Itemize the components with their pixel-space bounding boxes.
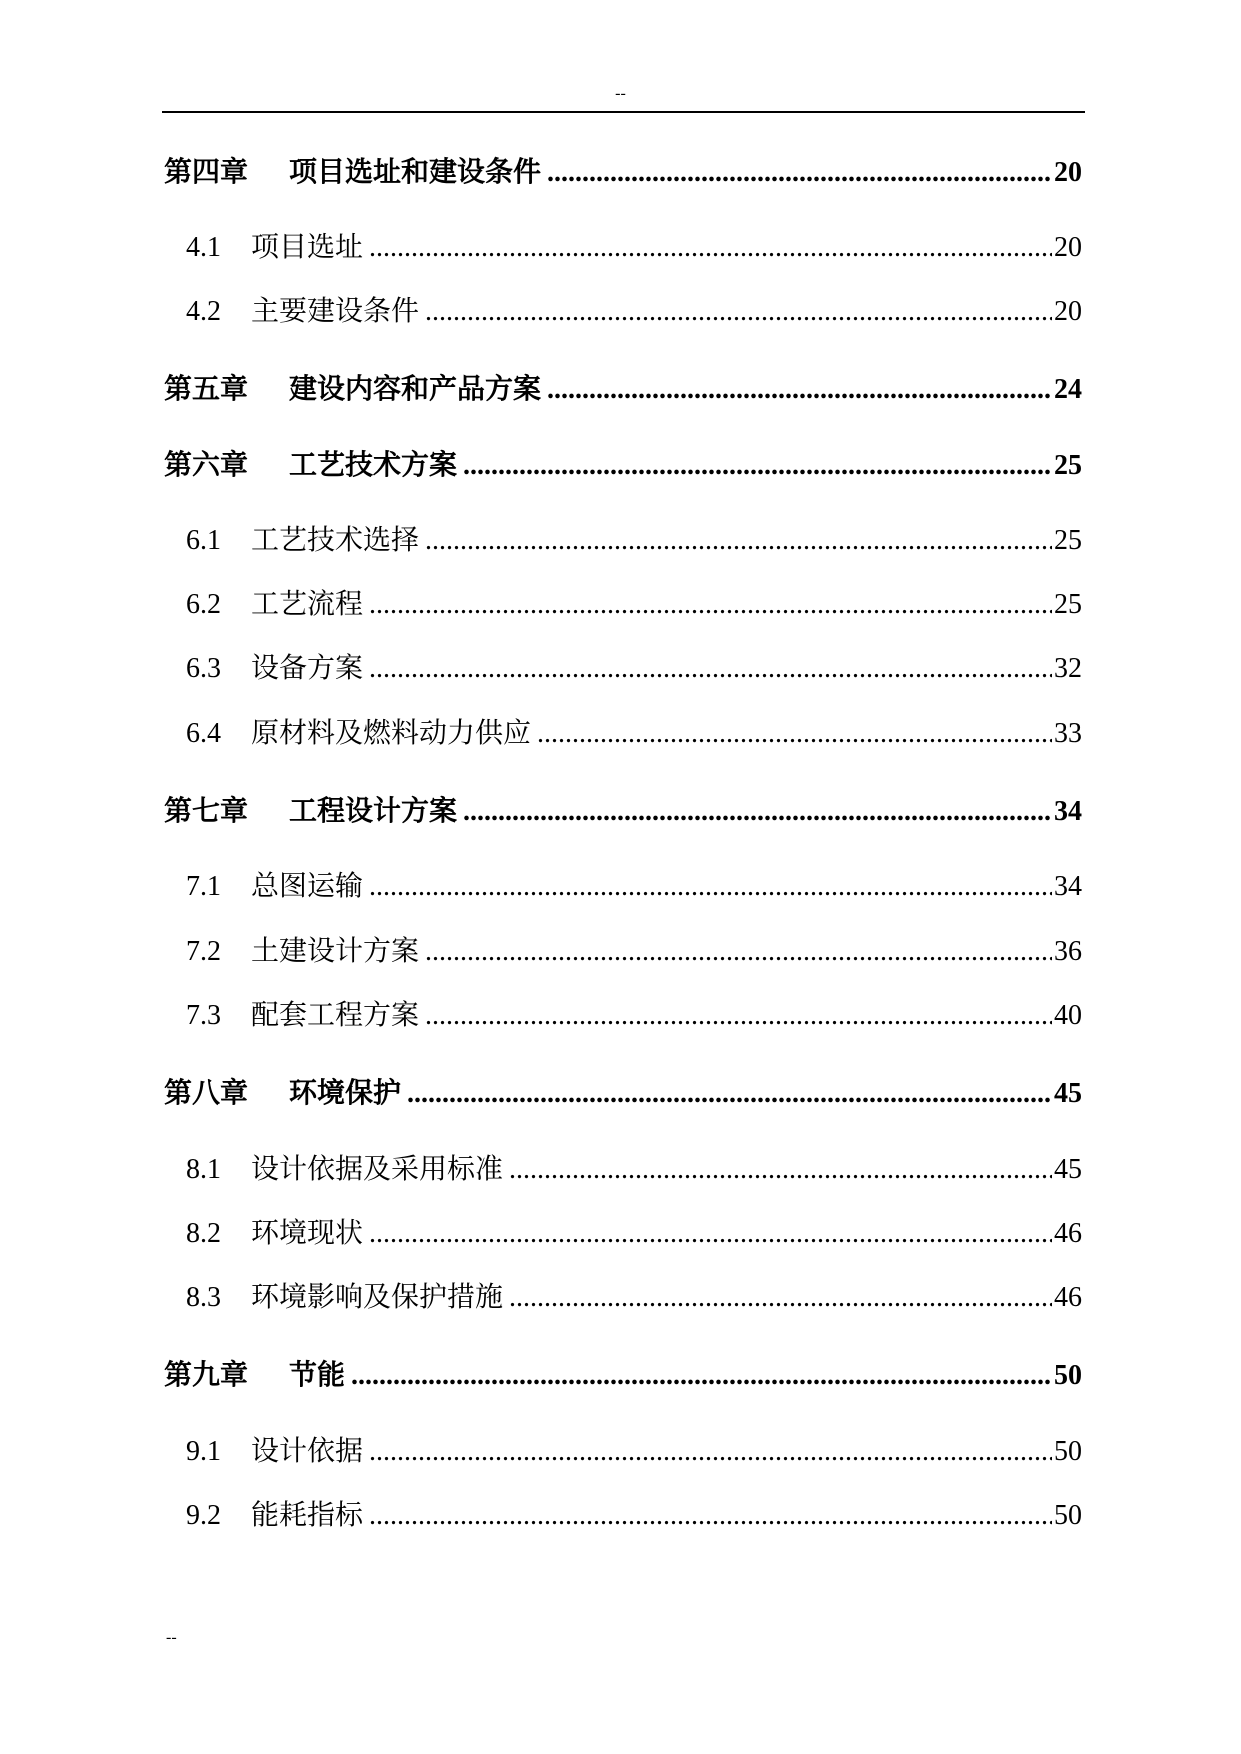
- page-footer-mark: --: [166, 1629, 177, 1646]
- toc-chapter-entry[interactable]: [164, 1071, 1082, 1119]
- toc-dot-leader: [425, 296, 1052, 328]
- toc-page-number: 20: [1054, 296, 1082, 327]
- toc-section-entry[interactable]: [164, 1147, 1082, 1195]
- toc-chapter-entry[interactable]: [164, 367, 1082, 415]
- toc-chapter-entry[interactable]: [164, 789, 1082, 837]
- toc-entry-number: 6.2: [186, 589, 221, 620]
- toc-page-number: 24: [1054, 374, 1082, 405]
- toc-entry-title: 工艺流程: [251, 589, 364, 620]
- toc-page-number: 25: [1054, 450, 1082, 481]
- toc-entry-title: 原材料及燃料动力供应: [251, 718, 532, 749]
- toc-dot-leader: [369, 1436, 1052, 1468]
- toc-entry-number: 4.1: [186, 232, 221, 263]
- toc-section-entry[interactable]: [164, 518, 1082, 566]
- toc-page-number: 45: [1054, 1154, 1082, 1185]
- toc-dot-leader: [369, 1500, 1052, 1532]
- toc-chapter-entry[interactable]: [164, 443, 1082, 491]
- toc-entry-title: 环境保护: [289, 1078, 402, 1109]
- page-header-mark: --: [615, 85, 626, 102]
- toc-entry-title: 环境现状: [251, 1218, 364, 1249]
- toc-section-entry[interactable]: [164, 929, 1082, 977]
- toc-entry-number: 6.4: [186, 718, 221, 749]
- toc-page-number: 46: [1054, 1218, 1082, 1249]
- toc-page-number: 34: [1054, 871, 1082, 902]
- toc-dot-leader: [537, 718, 1052, 750]
- toc-entry-title: 项目选址和建设条件: [289, 157, 542, 188]
- toc-section-entry[interactable]: [164, 1275, 1082, 1323]
- toc-entry-number: 第五章: [164, 374, 249, 405]
- toc-entry-title: 建设内容和产品方案: [289, 374, 542, 405]
- toc-entry-title: 能耗指标: [251, 1500, 364, 1531]
- toc-dot-leader: [369, 232, 1052, 264]
- toc-entry-number: 6.1: [186, 525, 221, 556]
- toc-entry-number: 6.3: [186, 653, 221, 684]
- toc-entry-number: 9.2: [186, 1500, 221, 1531]
- toc-dot-leader: [509, 1154, 1052, 1186]
- toc-page-number: 34: [1054, 796, 1082, 827]
- toc-entry-number: 9.1: [186, 1436, 221, 1467]
- toc-dot-leader: [509, 1282, 1052, 1314]
- toc-page-number: 45: [1054, 1078, 1082, 1109]
- toc-chapter-entry[interactable]: [164, 150, 1082, 198]
- toc-entry-number: 第七章: [164, 796, 249, 827]
- toc-section-entry[interactable]: [164, 993, 1082, 1041]
- toc-dot-leader: [547, 157, 1052, 189]
- toc-entry-number: 8.3: [186, 1282, 221, 1313]
- toc-section-entry[interactable]: [164, 711, 1082, 759]
- toc-entry-title: 工程设计方案: [289, 796, 458, 827]
- toc-entry-title: 工艺技术选择: [251, 525, 420, 556]
- toc-section-entry[interactable]: [164, 864, 1082, 912]
- toc-section-entry[interactable]: [164, 1211, 1082, 1259]
- toc-page-number: 25: [1054, 589, 1082, 620]
- toc-page-number: 50: [1054, 1436, 1082, 1467]
- toc-entry-number: 第四章: [164, 157, 249, 188]
- toc-dot-leader: [463, 796, 1052, 828]
- toc-page-number: 36: [1054, 936, 1082, 967]
- toc-entry-number: 第六章: [164, 450, 249, 481]
- toc-page-number: 32: [1054, 653, 1082, 684]
- toc-dot-leader: [369, 589, 1052, 621]
- toc-entry-number: 4.2: [186, 296, 221, 327]
- toc-entry-number: 第八章: [164, 1078, 249, 1109]
- toc-section-entry[interactable]: [164, 582, 1082, 630]
- toc-dot-leader: [425, 1000, 1052, 1032]
- toc-entry-title: 土建设计方案: [251, 936, 420, 967]
- toc-section-entry[interactable]: [164, 1429, 1082, 1477]
- toc-page-number: 46: [1054, 1282, 1082, 1313]
- toc-entry-title: 设计依据及采用标准: [251, 1154, 504, 1185]
- toc-section-entry[interactable]: [164, 225, 1082, 273]
- toc-entry-number: 8.1: [186, 1154, 221, 1185]
- toc-dot-leader: [425, 525, 1052, 557]
- toc-dot-leader: [407, 1078, 1052, 1110]
- toc-page-number: 33: [1054, 718, 1082, 749]
- toc-dot-leader: [463, 450, 1052, 482]
- toc-page-number: 20: [1054, 232, 1082, 263]
- toc-entry-number: 8.2: [186, 1218, 221, 1249]
- toc-page-number: 20: [1054, 157, 1082, 188]
- toc-entry-title: 节能: [289, 1360, 346, 1391]
- toc-entry-title: 设备方案: [251, 653, 364, 684]
- toc-section-entry[interactable]: [164, 1493, 1082, 1541]
- toc-entry-title: 总图运输: [251, 871, 364, 902]
- toc-entry-title: 环境影响及保护措施: [251, 1282, 504, 1313]
- toc-entry-title: 设计依据: [251, 1436, 364, 1467]
- toc-page-number: 50: [1054, 1500, 1082, 1531]
- toc-dot-leader: [369, 1218, 1052, 1250]
- toc-chapter-entry[interactable]: [164, 1353, 1082, 1401]
- toc-dot-leader: [351, 1360, 1052, 1392]
- toc-entry-title: 主要建设条件: [251, 296, 420, 327]
- toc-dot-leader: [369, 653, 1052, 685]
- toc-entry-number: 7.3: [186, 1000, 221, 1031]
- toc-entry-title: 工艺技术方案: [289, 450, 458, 481]
- toc-dot-leader: [425, 936, 1052, 968]
- toc-entry-title: 配套工程方案: [251, 1000, 420, 1031]
- toc-page-number: 50: [1054, 1360, 1082, 1391]
- toc-entry-title: 项目选址: [251, 232, 364, 263]
- toc-section-entry[interactable]: [164, 289, 1082, 337]
- toc-section-entry[interactable]: [164, 646, 1082, 694]
- toc-page-number: 25: [1054, 525, 1082, 556]
- toc-dot-leader: [369, 871, 1052, 903]
- toc-entry-number: 第九章: [164, 1360, 249, 1391]
- toc-page-number: 40: [1054, 1000, 1082, 1031]
- toc-dot-leader: [547, 374, 1052, 406]
- toc-entry-number: 7.1: [186, 871, 221, 902]
- toc-entry-number: 7.2: [186, 936, 221, 967]
